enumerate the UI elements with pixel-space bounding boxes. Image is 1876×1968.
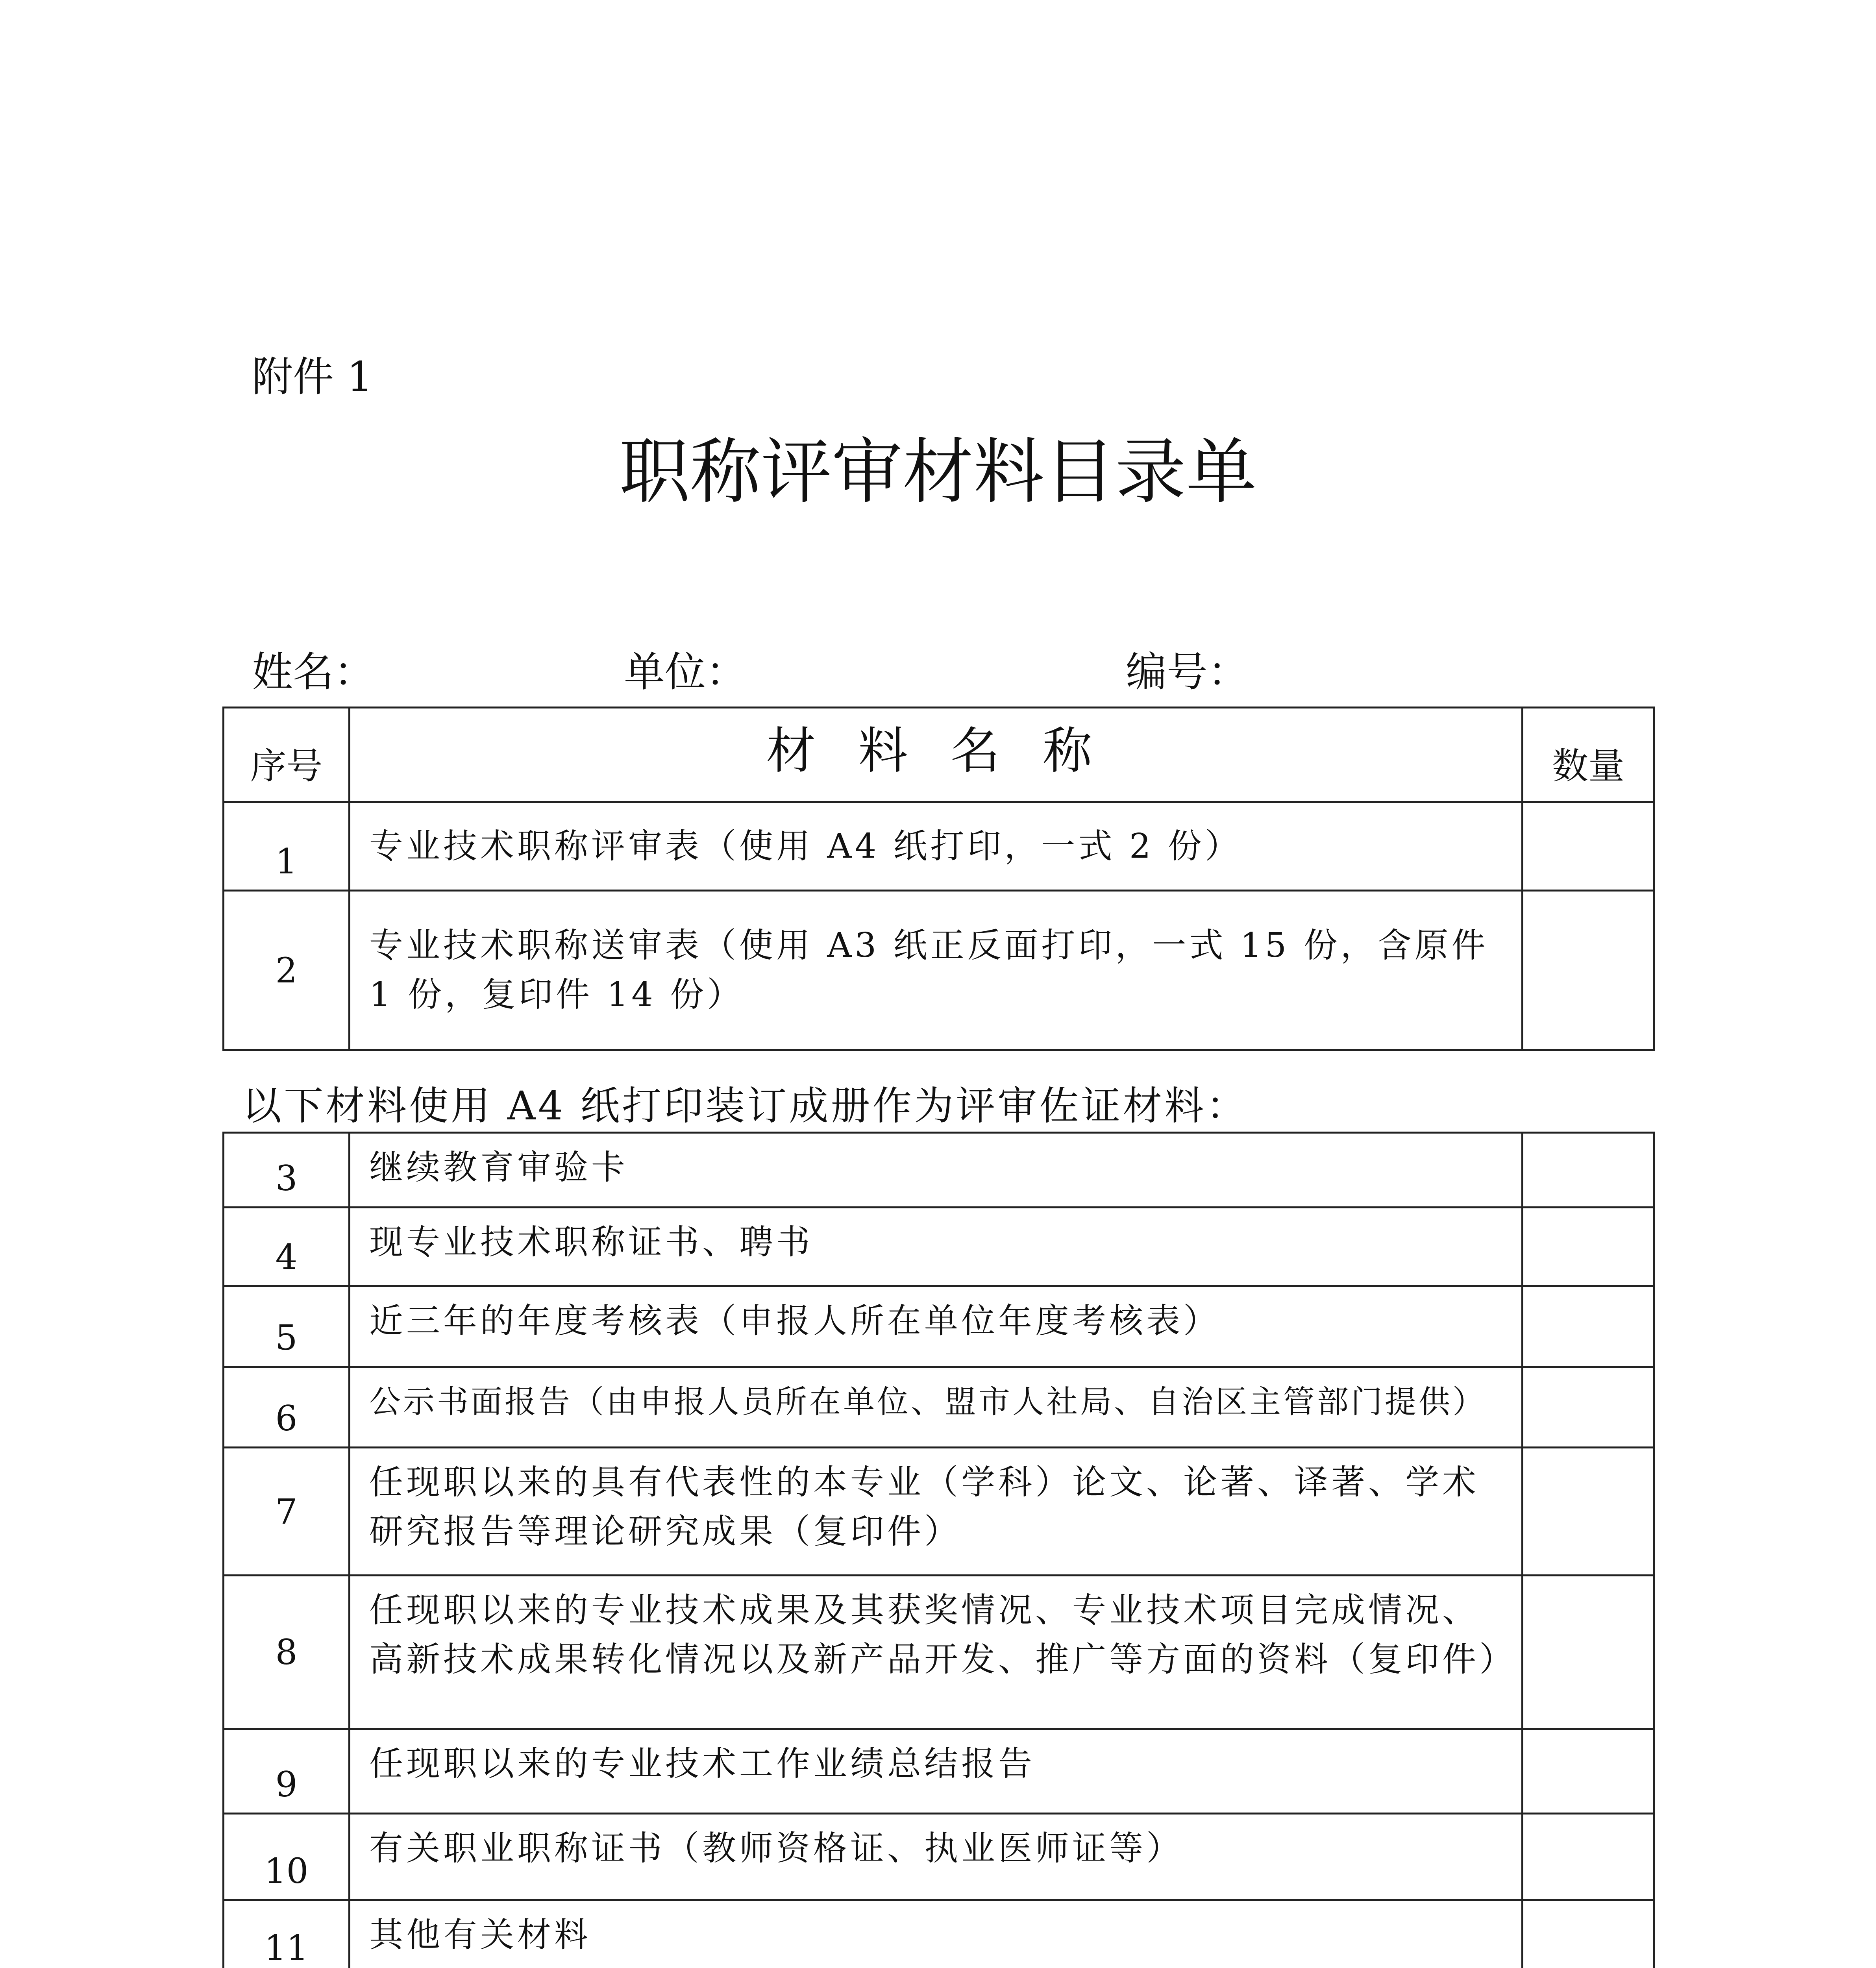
row-text: 现专业技术职称证书、聘书 bbox=[350, 1208, 1523, 1286]
materials-table-supporting bbox=[222, 1132, 1655, 1968]
table-row bbox=[224, 891, 1654, 1050]
header-quantity: 数量 bbox=[1523, 708, 1654, 802]
materials-table-primary bbox=[222, 707, 1655, 1051]
row-text: 近三年的年度考核表（申报人所在单位年度考核表） bbox=[350, 1286, 1523, 1367]
row-quantity-cell bbox=[1523, 891, 1654, 1050]
row-seq: 4 bbox=[224, 1208, 350, 1286]
row-quantity-cell bbox=[1523, 1286, 1654, 1367]
row-seq: 3 bbox=[224, 1133, 350, 1208]
table-row bbox=[224, 1729, 1654, 1814]
row-quantity-cell bbox=[1523, 1814, 1654, 1900]
row-seq: 6 bbox=[224, 1367, 350, 1448]
row-seq: 1 bbox=[224, 802, 350, 891]
table-header-row bbox=[224, 708, 1654, 802]
row-seq: 9 bbox=[224, 1729, 350, 1814]
row-text: 有关职业职称证书（教师资格证、执业医师证等） bbox=[350, 1814, 1523, 1900]
section-note: 以下材料使用 A4 纸打印装订成册作为评审佐证材料： bbox=[242, 1083, 1248, 1129]
row-text: 继续教育审验卡 bbox=[350, 1133, 1523, 1208]
row-text: 专业技术职称评审表（使用 A4 纸打印，一式 2 份） bbox=[350, 802, 1523, 891]
row-quantity-cell bbox=[1523, 1448, 1654, 1576]
name-label: 姓名： bbox=[252, 648, 375, 696]
row-text: 其他有关材料 bbox=[350, 1900, 1523, 1968]
table-row bbox=[224, 1208, 1654, 1286]
attachment-label: 附件 1 bbox=[252, 353, 373, 401]
row-seq: 7 bbox=[224, 1448, 350, 1576]
row-quantity-cell bbox=[1523, 1367, 1654, 1448]
header-material-name: 材 料 名 称 bbox=[350, 708, 1523, 802]
document-title: 职称评审材料目录单 bbox=[619, 431, 1257, 513]
unit-label: 单位： bbox=[624, 648, 747, 696]
number-label: 编号： bbox=[1126, 648, 1249, 696]
row-quantity-cell bbox=[1523, 1133, 1654, 1208]
table-row bbox=[224, 802, 1654, 891]
row-text: 任现职以来的专业技术工作业绩总结报告 bbox=[350, 1729, 1523, 1814]
row-seq: 5 bbox=[224, 1286, 350, 1367]
row-text: 任现职以来的具有代表性的本专业（学科）论文、论著、译著、学术研究报告等理论研究成果（复印件） bbox=[350, 1448, 1523, 1576]
row-quantity-cell bbox=[1523, 802, 1654, 891]
row-seq: 10 bbox=[224, 1814, 350, 1900]
table-row bbox=[224, 1900, 1654, 1968]
table-row bbox=[224, 1576, 1654, 1729]
row-text: 任现职以来的专业技术成果及其获奖情况、专业技术项目完成情况、高新技术成果转化情况以及新产品开发、推广等方面的资料（复印件） bbox=[350, 1576, 1523, 1729]
table-row bbox=[224, 1133, 1654, 1208]
row-seq: 8 bbox=[224, 1576, 350, 1729]
row-quantity-cell bbox=[1523, 1900, 1654, 1968]
table-row bbox=[224, 1448, 1654, 1576]
row-quantity-cell bbox=[1523, 1576, 1654, 1729]
row-quantity-cell bbox=[1523, 1208, 1654, 1286]
table-row bbox=[224, 1367, 1654, 1448]
header-seq: 序号 bbox=[224, 708, 350, 802]
row-text: 公示书面报告（由申报人员所在单位、盟市人社局、自治区主管部门提供） bbox=[350, 1367, 1523, 1448]
table-row bbox=[224, 1286, 1654, 1367]
row-seq: 11 bbox=[224, 1900, 350, 1968]
row-seq: 2 bbox=[224, 891, 350, 1050]
row-quantity-cell bbox=[1523, 1729, 1654, 1814]
table-row bbox=[224, 1814, 1654, 1900]
row-text: 专业技术职称送审表（使用 A3 纸正反面打印，一式 15 份，含原件 1 份，复印件 14 份） bbox=[350, 891, 1523, 1050]
